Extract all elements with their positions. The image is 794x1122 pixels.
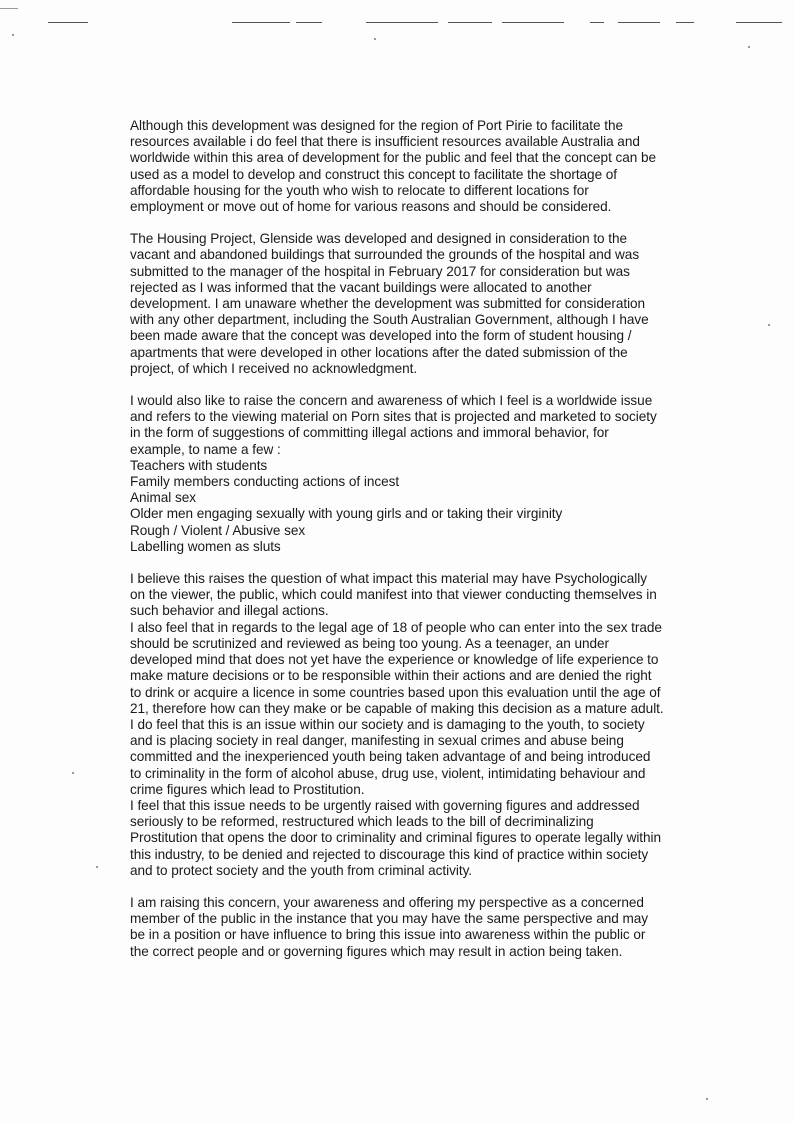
scan-speck bbox=[768, 324, 770, 326]
letter-body bbox=[130, 118, 730, 976]
text-line: member of the public in the instance that you may have the same perspective and may bbox=[130, 911, 648, 927]
scan-artifact-dash bbox=[502, 22, 564, 23]
text-line: 21, therefore how can they make or be capable of making this decision as a mature adult. bbox=[130, 700, 664, 716]
text-line: crime figures which lead to Prostitution. bbox=[130, 781, 365, 797]
scan-artifact-dash bbox=[736, 22, 782, 23]
text-line: submitted to the manager of the hospital in February 2017 for consideration but was bbox=[130, 263, 630, 279]
scan-artifact-dash bbox=[676, 22, 694, 23]
scan-artifact-dash bbox=[0, 8, 18, 9]
paragraph-housing-project bbox=[130, 231, 730, 377]
text-line: I also feel that in regards to the legal age of 18 of people who can enter into the sex trade bbox=[130, 619, 662, 635]
text-line: apartments that were developed in other locations after the dated submission of the bbox=[130, 344, 628, 360]
text-line: such behavior and illegal actions. bbox=[130, 603, 329, 619]
paragraph-psychological-impact bbox=[130, 571, 730, 620]
text-line: I do feel that this is an issue within our society and is damaging to the youth, to society bbox=[130, 716, 645, 732]
text-line: I believe this raises the question of what impact this material may have Psychologically bbox=[130, 571, 647, 587]
text-line: and is placing society in real danger, manifesting in sexual crimes and abuse being bbox=[130, 733, 624, 749]
scan-speck bbox=[706, 1098, 708, 1100]
text-line: employment or move out of home for various reasons and should be considered. bbox=[130, 199, 612, 215]
paragraph-intro bbox=[130, 118, 730, 215]
text-line: to criminality in the form of alcohol abuse, drug use, violent, intimidating behaviour and bbox=[130, 765, 646, 781]
text-line: The Housing Project, Glenside was developed and designed in consideration to the bbox=[130, 231, 628, 247]
examples-list bbox=[130, 458, 730, 555]
paragraph-legal-age bbox=[130, 620, 730, 717]
text-line: should be scrutinized and reviewed as being too young. As a teenager, an under bbox=[130, 635, 610, 651]
text-line: worldwide within this area of development for the public and feel that the concept can be bbox=[130, 150, 657, 166]
scan-speck bbox=[12, 34, 14, 36]
text-line: and to protect society and the youth from criminal activity. bbox=[130, 862, 473, 878]
scan-artifact-dash bbox=[296, 22, 322, 23]
text-line: to drink or acquire a licence in some countries based upon this evaluation until the age of bbox=[130, 684, 661, 700]
scan-artifact-dash bbox=[590, 22, 604, 23]
text-line: developed mind that does not yet have the experience or knowledge of life experience to bbox=[130, 652, 659, 668]
text-line: used as a model to develop and construct this concept to facilitate the shortage of bbox=[130, 166, 618, 182]
paragraph-danger bbox=[130, 717, 730, 798]
paragraph-concern bbox=[130, 393, 730, 458]
text-line: Although this development was designed for the region of Port Pirie to facilitate the bbox=[130, 118, 623, 133]
list-item: Rough / Violent / Abusive sex bbox=[130, 522, 306, 538]
scan-speck bbox=[374, 38, 376, 40]
list-item: Animal sex bbox=[130, 490, 196, 506]
text-line: on the viewer, the public, which could manifest into that viewer conducting themselves in bbox=[130, 587, 657, 603]
text-line: Prostitution that opens the door to criminality and criminal figures to operate legally within bbox=[130, 830, 662, 846]
paragraph-closing bbox=[130, 895, 730, 960]
scan-speck bbox=[72, 772, 74, 774]
text-line: rejected as I was informed that the vacant buildings were allocated to another bbox=[130, 279, 592, 295]
scan-artifact-dash bbox=[618, 22, 660, 23]
text-line: this industry, to be denied and rejected to discourage this kind of practice within society bbox=[130, 846, 649, 862]
text-line: in the form of suggestions of committing illegal actions and immoral behavior, for bbox=[130, 425, 609, 441]
text-line: and refers to the viewing material on Porn sites that is projected and marketed to society bbox=[130, 409, 657, 425]
text-line: I would also like to raise the concern and awareness of which I feel is a worldwide issue bbox=[130, 393, 653, 409]
text-line: affordable housing for the youth who wish to relocate to different locations for bbox=[130, 182, 589, 198]
text-line: the correct people and or governing figures which may result in action being taken. bbox=[130, 943, 623, 959]
text-line: project, of which I received no acknowledgment. bbox=[130, 360, 418, 376]
text-line: I am raising this concern, your awareness and offering my perspective as a concerned bbox=[130, 894, 644, 910]
text-line: make mature decisions or to be responsible within their actions and are denied the right bbox=[130, 668, 652, 684]
scan-artifact-dash bbox=[48, 22, 88, 23]
text-line: been made aware that the concept was developed into the form of student housing / bbox=[130, 328, 632, 344]
text-line: seriously to be reformed, restructured which leads to the bill of decriminalizing bbox=[130, 814, 594, 830]
list-item: Older men engaging sexually with young girls and or taking their virginity bbox=[130, 506, 563, 522]
list-item: Labelling women as sluts bbox=[130, 538, 281, 554]
scan-artifact-dash bbox=[448, 22, 492, 23]
paragraph-reform bbox=[130, 798, 730, 879]
scan-artifact-dash bbox=[232, 22, 290, 23]
scan-speck bbox=[96, 866, 98, 868]
scan-artifact-dash bbox=[366, 22, 438, 23]
scan-speck bbox=[748, 46, 750, 48]
text-line: committed and the inexperienced youth being taken advantage of and being introduced bbox=[130, 749, 651, 765]
text-line: example, to name a few : bbox=[130, 441, 281, 457]
list-item: Family members conducting actions of incest bbox=[130, 474, 400, 490]
text-line: with any other department, including the South Australian Government, although I have bbox=[130, 312, 649, 328]
text-line: vacant and abandoned buildings that surrounded the grounds of the hospital and was bbox=[130, 247, 640, 263]
text-line: be in a position or have influence to bring this issue into awareness within the public or bbox=[130, 927, 646, 943]
text-line: I feel that this issue needs to be urgently raised with governing figures and addressed bbox=[130, 797, 640, 813]
text-line: resources available i do feel that there is insufficient resources available Australia and bbox=[130, 134, 640, 150]
text-line: development. I am unaware whether the development was submitted for consideration bbox=[130, 296, 646, 312]
list-item: Teachers with students bbox=[130, 457, 268, 473]
